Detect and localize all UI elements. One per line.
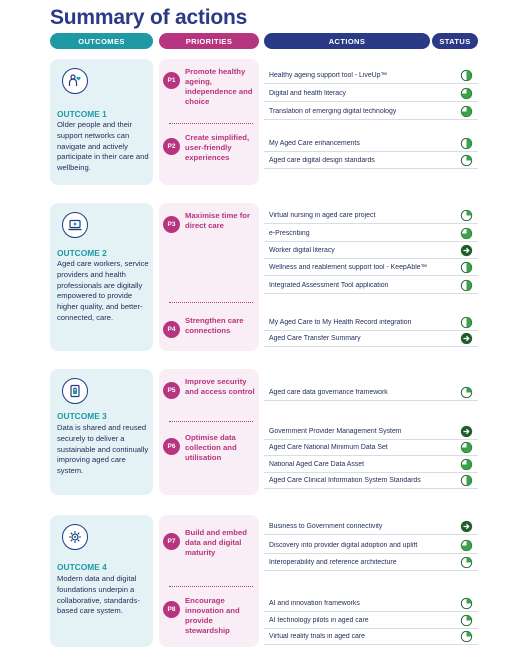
- priority-divider: [169, 586, 253, 587]
- action-row: [264, 473, 478, 489]
- outcome-title: OUTCOME 1: [57, 109, 107, 119]
- outcome-title: OUTCOME 3: [57, 411, 107, 421]
- action-row: [264, 629, 478, 645]
- action-label: Aged care digital design standards: [269, 157, 375, 164]
- action-label: Aged Care Transfer Summary: [269, 335, 361, 342]
- action-row: [264, 68, 478, 84]
- priority-text: Improve security and access control: [185, 377, 255, 396]
- priority-text: Strengthen care connections: [185, 316, 244, 335]
- action-label: Translation of emerging digital technology: [269, 108, 397, 115]
- action-label: Integrated Assessment Tool application: [269, 282, 389, 289]
- priority-item-p7: [163, 528, 257, 558]
- action-label: Wellness and reablement support tool - KeepAble™: [269, 264, 428, 271]
- priority-card-2: [159, 203, 259, 351]
- priority-text: Maximise time for direct care: [185, 211, 250, 230]
- status-pie-icon: [460, 556, 473, 569]
- status-pie-icon: [460, 332, 473, 345]
- action-label: Aged Care Clinical Information System Standards: [269, 477, 421, 484]
- priority-badge: P6: [163, 438, 180, 455]
- action-label: Discovery into provider digital adoption and uplift: [269, 542, 418, 549]
- action-label: Government Provider Management System: [269, 428, 402, 435]
- person-heart-icon: [62, 68, 88, 94]
- action-label: Worker digital literacy: [269, 247, 335, 254]
- outcome-title: OUTCOME 2: [57, 248, 107, 258]
- action-row: [264, 278, 478, 294]
- priority-item-p2: [163, 133, 257, 163]
- status-pie-icon: [460, 244, 473, 257]
- outcome-card-2: [50, 203, 153, 351]
- priority-item-p6: [163, 433, 257, 463]
- priority-badge: P8: [163, 601, 180, 618]
- status-pie-icon: [460, 69, 473, 82]
- action-row: [264, 457, 478, 473]
- priority-item-p4: [163, 316, 257, 338]
- status-pie-icon: [460, 105, 473, 118]
- status-pie-icon: [460, 316, 473, 329]
- outcome-text: Modern data and digital foundations underpin a collaborative, standards-based care system.: [57, 574, 140, 616]
- priority-divider: [169, 421, 253, 422]
- priority-card-4: [159, 515, 259, 647]
- status-pie-icon: [460, 441, 473, 454]
- action-row: [264, 226, 478, 242]
- action-row: [264, 519, 478, 535]
- outcomes-header: OUTCOMES: [50, 33, 153, 49]
- actions-header: ACTIONS: [264, 33, 430, 49]
- priority-text: Encourage innovation and provide stewardship: [185, 596, 240, 635]
- priority-card-1: [159, 59, 259, 185]
- action-label: Interoperability and reference architecture: [269, 559, 397, 566]
- status-pie-icon: [460, 597, 473, 610]
- priority-text: Promote healthy ageing, independence and choice: [185, 67, 253, 106]
- status-pie-icon: [460, 227, 473, 240]
- action-row: [264, 385, 478, 401]
- action-label: AI and innovation frameworks: [269, 600, 360, 607]
- status-pie-icon: [460, 630, 473, 643]
- status-pie-icon: [460, 614, 473, 627]
- action-row: [264, 104, 478, 120]
- outcome-card-3: [50, 369, 153, 495]
- action-label: My Aged Care to My Health Record integration: [269, 319, 412, 326]
- priorities-header: PRIORITIES: [159, 33, 259, 49]
- action-label: AI technology pilots in aged care: [269, 617, 369, 624]
- priority-divider: [169, 302, 253, 303]
- priority-badge: P3: [163, 216, 180, 233]
- status-pie-icon: [460, 539, 473, 552]
- action-label: National Aged Care Data Asset: [269, 461, 364, 468]
- outcome-card-1: [50, 59, 153, 185]
- action-label: Virtual nursing in aged care project: [269, 212, 376, 219]
- action-label: Digital and health literacy: [269, 90, 346, 97]
- action-row: [264, 424, 478, 440]
- priority-item-p3: [163, 211, 257, 233]
- action-label: Aged care data governance framework: [269, 389, 388, 396]
- network-gear-icon: [62, 524, 88, 550]
- action-row: [264, 86, 478, 102]
- status-pie-icon: [460, 87, 473, 100]
- outcome-text: Aged care workers, service providers and health professionals are digitally empowered to provide higher quality, and better-connected, care.: [57, 259, 149, 322]
- action-row: [264, 260, 478, 276]
- secure-data-icon: [62, 378, 88, 404]
- priority-item-p1: [163, 67, 257, 107]
- action-label: e-Prescribing: [269, 230, 310, 237]
- action-row: [264, 555, 478, 571]
- priority-badge: P4: [163, 321, 180, 338]
- priority-badge: P2: [163, 138, 180, 155]
- priority-badge: P5: [163, 382, 180, 399]
- action-row: [264, 440, 478, 456]
- action-row: [264, 136, 478, 152]
- action-label: Healthy ageing support tool - LiveUp™: [269, 72, 388, 79]
- status-pie-icon: [460, 279, 473, 292]
- status-pie-icon: [460, 425, 473, 438]
- priority-text: Build and embed data and digital maturity: [185, 528, 247, 557]
- priority-text: Create simplified, user-friendly experiences: [185, 133, 250, 162]
- priority-card-3: [159, 369, 259, 495]
- outcome-card-4: [50, 515, 153, 647]
- status-pie-icon: [460, 154, 473, 167]
- action-row: [264, 538, 478, 554]
- outcome-title: OUTCOME 4: [57, 562, 107, 572]
- status-pie-icon: [460, 474, 473, 487]
- status-pie-icon: [460, 458, 473, 471]
- priority-item-p5: [163, 377, 257, 399]
- priority-text: Optimise data collection and utilisation: [185, 433, 237, 462]
- action-label: Virtual reality trials in aged care: [269, 633, 366, 640]
- priority-badge: P7: [163, 533, 180, 550]
- status-pie-icon: [460, 137, 473, 150]
- status-pie-icon: [460, 209, 473, 222]
- action-row: [264, 596, 478, 612]
- action-label: My Aged Care enhancements: [269, 140, 360, 147]
- action-row: [264, 208, 478, 224]
- priority-badge: P1: [163, 72, 180, 89]
- action-row: [264, 613, 478, 629]
- page-title: Summary of actions: [50, 6, 248, 29]
- priority-item-p8: [163, 596, 257, 636]
- status-header: STATUS: [432, 33, 478, 49]
- outcome-text: Data is shared and reused securely to deliver a sustainable and continually improving aged care system.: [57, 423, 149, 476]
- laptop-icon: [62, 212, 88, 238]
- action-row: [264, 315, 478, 331]
- action-row: [264, 153, 478, 169]
- status-pie-icon: [460, 261, 473, 274]
- status-pie-icon: [460, 520, 473, 533]
- action-label: Business to Government connectivity: [269, 523, 383, 530]
- priority-divider: [169, 123, 253, 124]
- action-label: Aged Care National Minimum Data Set: [269, 444, 388, 451]
- status-pie-icon: [460, 386, 473, 399]
- action-row: [264, 331, 478, 347]
- action-row: [264, 243, 478, 259]
- outcome-text: Older people and their support networks can navigate and actively participate in their care and wellbeing.: [57, 120, 149, 173]
